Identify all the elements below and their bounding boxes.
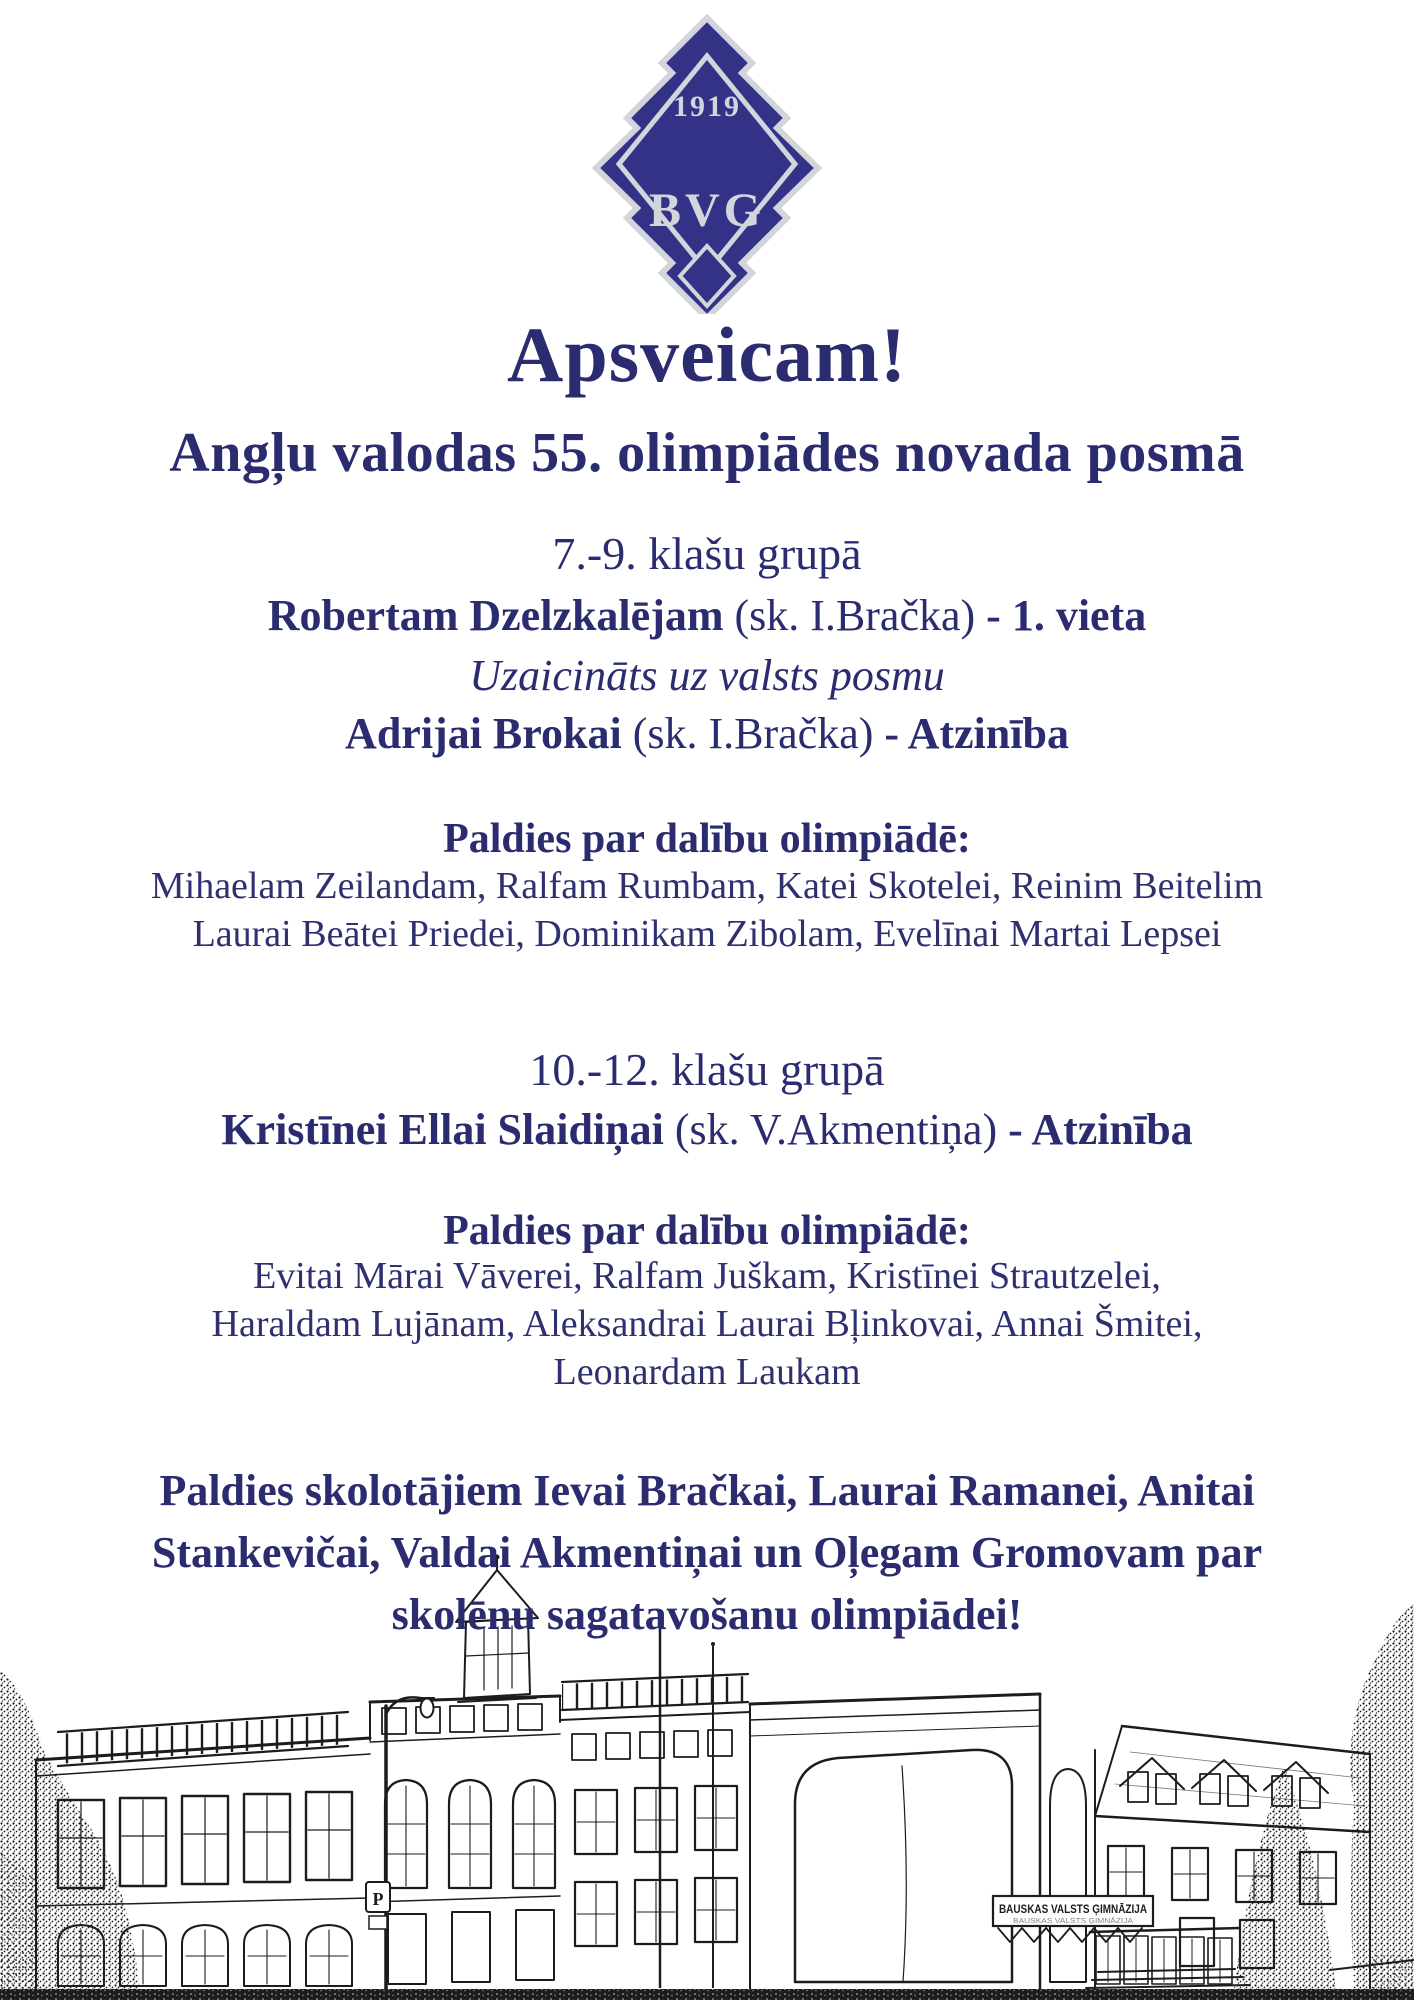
group-10-12-participants-line-1: Evitai Mārai Vāverei, Ralfam Juškam, Kristīnei Strautzelei, <box>253 1255 1161 1297</box>
winner-award: - 1. vieta <box>986 591 1147 640</box>
page-title: Apsveicam! <box>507 311 907 398</box>
recognition-award: - Atzinība <box>884 709 1069 758</box>
school-name-sign <box>993 1896 1153 1926</box>
group-7-9-first-place-line <box>0 588 1414 644</box>
group-10-12-participants-line-2: Haraldam Lujānam, Aleksandrai Laurai Bļinkovai, Annai Šmitei, <box>211 1303 1203 1345</box>
recognition-teacher: (sk. V.Akmentiņa) <box>674 1105 998 1154</box>
crest-initials: BVG <box>648 184 766 237</box>
teachers-thanks-line-2: Stankevičai, Valdai Akmentiņai un Oļegam Gromovam par <box>151 1528 1263 1577</box>
winner-teacher: (sk. I.Bračka) <box>734 591 976 640</box>
recognition-award: - Atzinība <box>1008 1105 1193 1154</box>
crest-shape <box>596 18 818 314</box>
parking-sign-letter: P <box>372 1889 384 1909</box>
group-10-12-recognition-line <box>0 1102 1414 1158</box>
group-7-9-heading: 7.-9. klašu grupā <box>552 528 862 579</box>
recognition-teacher: (sk. I.Bračka) <box>632 709 874 758</box>
winner-name: Robertam Dzelzkalējam <box>267 591 724 640</box>
group-10-12-participants-line-3: Leonardam Laukam <box>553 1351 861 1393</box>
school-crest-logo <box>592 14 822 314</box>
group-7-9-thanks-heading: Paldies par dalību olimpiādē: <box>443 816 971 862</box>
crest-year: 1919 <box>673 90 741 123</box>
page-subtitle: Angļu valodas 55. olimpiādes novada posmā <box>169 422 1245 484</box>
teachers-thanks-line-1: Paldies skolotājiem Ievai Bračkai, Laurai Ramanei, Anitai <box>159 1466 1255 1515</box>
group-10-12-heading: 10.-12. klašu grupā <box>529 1044 885 1095</box>
group-7-9-recognition-line <box>0 706 1414 762</box>
recognition-name: Kristīnei Ellai Slaidiņai <box>221 1105 664 1154</box>
school-sign-echo-text: BAUSKAS VALSTS ĢIMNĀZIJA <box>1013 1918 1114 1925</box>
group-7-9-participants-line-1: Mihaelam Zeilandam, Ralfam Rumbam, Katei Skotelei, Reinim Beitelim <box>150 865 1264 907</box>
group-7-9-participants-line-2: Laurai Beātei Priedei, Dominikam Zibolam, Evelīnai Martai Lepsei <box>192 913 1222 955</box>
right-tree <box>1350 1604 1414 1990</box>
recognition-name: Adrijai Brokai <box>345 709 622 758</box>
state-round-note: Uzaicināts uz valsts posmu <box>469 651 945 700</box>
school-sign-text: BAUSKAS VALSTS ĢIMNĀZIJA <box>999 1902 1148 1916</box>
teachers-thanks-line-3: skolēnu sagatavošanu olimpiādei! <box>391 1590 1023 1639</box>
group-10-12-thanks-heading: Paldies par dalību olimpiādē: <box>443 1208 971 1254</box>
road-band <box>0 1989 1414 2000</box>
